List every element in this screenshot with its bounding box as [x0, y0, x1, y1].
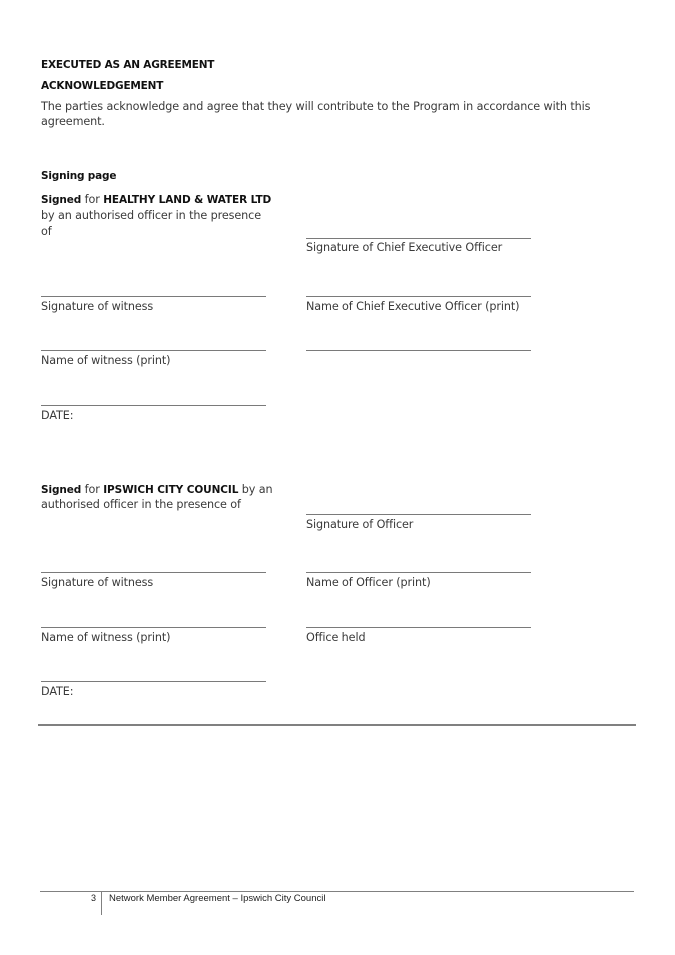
signature-line-witness-2[interactable] — [41, 572, 266, 573]
heading-executed: EXECUTED AS AN AGREEMENT — [41, 59, 215, 71]
label-name-ceo: Name of Chief Executive Officer (print) — [306, 300, 520, 313]
label-date: DATE: — [41, 409, 74, 422]
entity-name: IPSWICH CITY COUNCIL — [103, 484, 239, 496]
extra-line-ceo[interactable] — [306, 350, 531, 351]
signature-line-witness[interactable] — [41, 296, 266, 297]
date-line-2[interactable] — [41, 681, 266, 682]
block2-line2: authorised officer in the presence of — [41, 498, 241, 511]
heading-acknowledgement: ACKNOWLEDGEMENT — [41, 80, 164, 92]
signature-line-officer[interactable] — [306, 514, 531, 515]
page-number: 3 — [91, 893, 97, 903]
name-line-ceo[interactable] — [306, 296, 531, 297]
block1-line2: by an authorised officer in the presence — [41, 209, 261, 222]
label-signature-witness-2: Signature of witness — [41, 576, 154, 589]
label-office-held: Office held — [306, 631, 366, 644]
label-name-witness: Name of witness (print) — [41, 354, 171, 367]
name-line-officer[interactable] — [306, 572, 531, 573]
block1-signed-line — [41, 193, 271, 206]
ack-text-line1: The parties acknowledge and agree that they will contribute to the Program in accordance with this — [41, 100, 591, 113]
entity-name: HEALTHY LAND & WATER LTD — [103, 194, 272, 206]
footer-divider — [101, 892, 102, 915]
name-line-witness[interactable] — [41, 350, 266, 351]
label-name-witness-2: Name of witness (print) — [41, 631, 171, 644]
label-signature-officer: Signature of Officer — [306, 518, 414, 531]
signature-line-ceo[interactable] — [306, 238, 531, 239]
signing-page-title: Signing page — [41, 170, 117, 182]
label-date-2: DATE: — [41, 685, 74, 698]
ack-text-line2: agreement. — [41, 115, 105, 128]
section-divider — [38, 724, 636, 726]
block2-signed-line — [41, 483, 272, 496]
name-line-witness-2[interactable] — [41, 627, 266, 628]
for-text: for — [81, 193, 104, 206]
footer-title: Network Member Agreement – Ipswich City Council — [109, 893, 326, 904]
signed-label: Signed — [41, 484, 82, 496]
label-signature-ceo: Signature of Chief Executive Officer — [306, 241, 503, 254]
footer-rule — [40, 891, 634, 892]
office-held-line[interactable] — [306, 627, 531, 628]
date-line[interactable] — [41, 405, 266, 406]
label-name-officer: Name of Officer (print) — [306, 576, 431, 589]
tail-text: by an — [238, 483, 273, 496]
block1-line3: of — [41, 225, 52, 238]
for-text: for — [81, 483, 104, 496]
label-signature-witness: Signature of witness — [41, 300, 154, 313]
signed-label: Signed — [41, 194, 82, 206]
